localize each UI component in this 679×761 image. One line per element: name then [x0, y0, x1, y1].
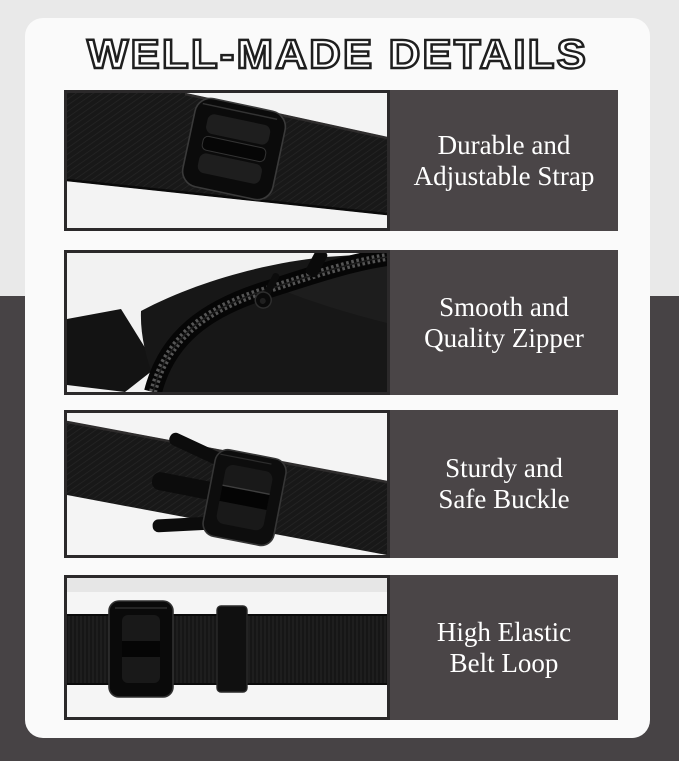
- feature-caption-strap: [390, 90, 618, 231]
- feature-row-buckle: [64, 410, 618, 558]
- feature-row-zipper: [64, 250, 618, 395]
- buckle-illustration: [67, 413, 387, 555]
- feature-row-belt-loop: [64, 575, 618, 720]
- zipper-illustration: [67, 253, 387, 392]
- product-details-card: [25, 18, 650, 738]
- feature-caption-belt-loop: [390, 575, 618, 720]
- feature-label-line2: Quality Zipper: [424, 322, 584, 353]
- page-title: WELL-MADE DETAILS: [86, 30, 589, 77]
- feature-label-line2: Safe Buckle: [438, 484, 570, 514]
- feature-label-line2: Adjustable Strap: [413, 160, 595, 191]
- buckle-photo: [64, 410, 390, 558]
- feature-caption-zipper: [390, 250, 618, 395]
- feature-label-line1: Durable and: [437, 129, 571, 160]
- belt-loop-illustration: [67, 578, 387, 717]
- feature-caption-buckle: [390, 410, 618, 558]
- strap-adjuster-photo: [64, 90, 390, 231]
- feature-label-line1: High Elastic: [436, 616, 572, 647]
- feature-label-line1: Sturdy and: [445, 453, 563, 483]
- strap-adjuster-illustration: [67, 93, 387, 228]
- feature-label-line1: Smooth and: [439, 291, 569, 322]
- feature-label-line2: Belt Loop: [449, 647, 559, 678]
- zipper-photo: [64, 250, 390, 395]
- feature-row-strap: [64, 90, 618, 231]
- belt-loop-photo: [64, 575, 390, 720]
